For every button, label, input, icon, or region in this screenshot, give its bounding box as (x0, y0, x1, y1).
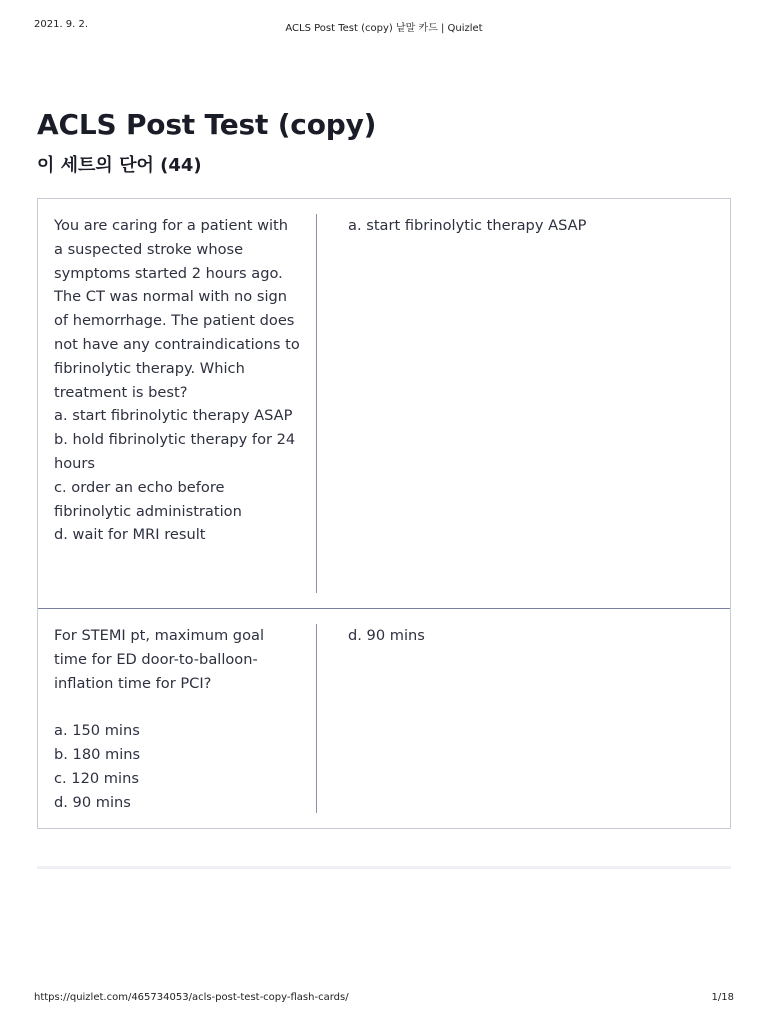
section-divider (37, 866, 731, 869)
flashcard-row (38, 199, 730, 608)
card-term: You are caring for a patient with a suspected stroke whose symptoms started 2 hours ago. The CT was normal with no sign of hemorrhage. The patient does not have any contraindications to fibrinolytic therapy. Which treatment is best? a. start fibrinolytic therapy ASAP b. hold fibrinolytic therapy for 24 hours c. order an echo before fibrinolytic administration d. wait for MRI result (54, 214, 317, 593)
print-date: 2021. 9. 2. (34, 19, 89, 30)
print-header (0, 0, 768, 40)
set-title: ACLS Post Test (copy) (37, 108, 377, 141)
card-definition: d. 90 mins (348, 627, 425, 644)
flashcard-list (37, 198, 731, 829)
print-page-title: ACLS Post Test (copy) 낱말 카드 | Quizlet (285, 23, 483, 34)
flashcard-row (38, 608, 730, 828)
terms-count-heading: 이 세트의 단어 (44) (37, 155, 202, 176)
print-page-number: 1/18 (711, 992, 734, 1003)
card-term: For STEMI pt, maximum goal time for ED door-to-balloon-inflation time for PCI? a. 150 mins b. 180 mins c. 120 mins d. 90 mins (54, 624, 317, 813)
card-definition: a. start fibrinolytic therapy ASAP (348, 217, 587, 234)
print-url[interactable]: https://quizlet.com/465734053/acls-post-test-copy-flash-cards/ (34, 992, 349, 1003)
